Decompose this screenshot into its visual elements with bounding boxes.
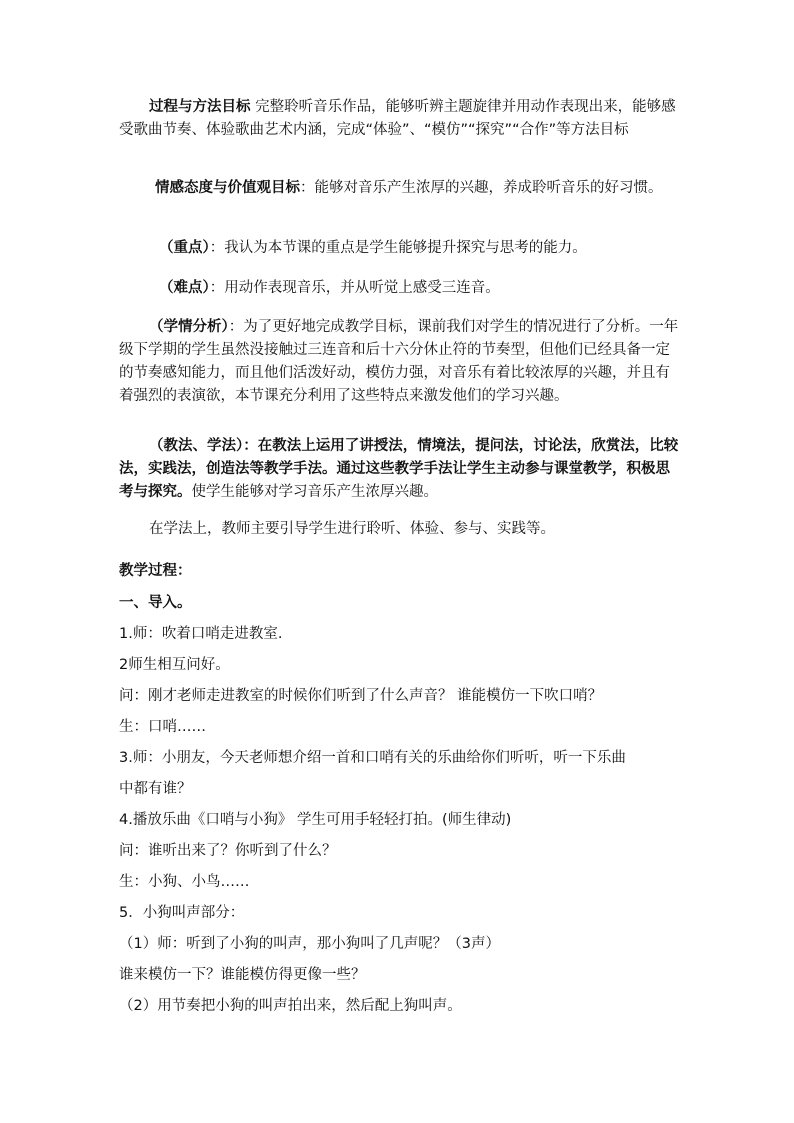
section-intro-heading: 一、导入。: [119, 595, 192, 611]
process-method-goal-heading: 过程与方法目标: [149, 99, 251, 115]
question-2-line: 问：谁听出来了？你听到了什么？: [119, 843, 337, 859]
substep-2-line: （2）用节奏把小狗的叫声拍出来，然后配上狗叫声。: [119, 998, 462, 1014]
learner-analysis-heading: （学情分析）: [149, 319, 229, 335]
step-5-line: 5．小狗叫声部分：: [119, 905, 245, 921]
answer-2-line: 生：小狗、小鸟……: [119, 874, 250, 890]
key-point-heading: （重点）: [159, 240, 210, 256]
teaching-method-heading: （教法、学法）：在教法上运用了讲授法，情境法，提问法，讨论法，欣赏法，比较法，实践法，创造法等教学手法。通过这些教学手法让学生主动参与课堂教学，积极思考与探究。: [119, 438, 679, 500]
process-method-goal-paragraph: [119, 96, 679, 142]
emotion-goal-paragraph: [119, 177, 679, 200]
key-point-paragraph: [119, 237, 679, 260]
step-2-line: 2师生相互问好。: [119, 657, 230, 673]
substep-1-followup-line: 谁来模仿一下？谁能模仿得更像一些？: [119, 967, 366, 983]
learner-analysis-text: ：为了更好地完成教学目标，课前我们对学生的情况进行了分析。一年级下学期的学生虽然没接触过三连音和后十六分休止符的节奏型，但他们已经具备一定的节奏感知能力，而且他们活泼好动，模仿力强，对音乐有着比较浓厚的兴趣，并且有着强烈的表演欲，本节课充分利用了这些特点来激发他们的学习兴趣。: [119, 319, 679, 404]
question-1-line: 问：刚才老师走进教室的时候你们听到了什么声音？ 谁能模仿一下吹口哨？: [119, 688, 603, 704]
process-method-goal-text: 完整聆听音乐作品，能够听辨主题旋律并用动作表现出来，能够感受歌曲节奏、体验歌曲艺术内涵，完成“体验”、“模仿”“探究”“合作”等方法目标: [119, 99, 676, 138]
step-3-line: 3.师：小朋友，今天老师想介绍一首和口哨有关的乐曲给你们听听，听一下乐曲: [119, 750, 626, 766]
key-point-text: ：我认为本节课的重点是学生能够提升探究与思考的能力。: [209, 240, 587, 256]
step-4-line: 4.播放乐曲《口哨与小狗》 学生可用手轻轻打拍。(师生律动): [119, 812, 512, 828]
substep-1-line: （1）师：听到了小狗的叫声，那小狗叫了几声呢？（3声）: [119, 936, 500, 952]
teaching-method-text: 使学生能够对学习音乐产生浓厚兴趣。: [191, 484, 438, 500]
learning-method-paragraph: 在学法上，教师主要引导学生进行聆听、体验、参与、实践等。: [149, 521, 555, 537]
difficulty-paragraph: [119, 277, 679, 300]
teaching-process-heading: 教学过程：: [119, 563, 192, 579]
difficulty-text: ：用动作表现音乐，并从听觉上感受三连音。: [209, 280, 500, 296]
emotion-goal-heading: 情感态度与价值观目标: [155, 180, 300, 196]
step-1-line: 1.师：吹着口哨走进教室.: [119, 626, 283, 642]
emotion-goal-text: ：能够对音乐产生浓厚的兴趣，养成聆听音乐的好习惯。: [300, 180, 663, 196]
difficulty-heading: （难点）: [159, 280, 210, 296]
step-3-continuation-line: 中都有谁？: [119, 781, 192, 797]
teaching-method-paragraph: [119, 435, 679, 504]
answer-1-line: 生：口哨……: [119, 719, 206, 735]
learner-analysis-paragraph: [119, 316, 679, 408]
